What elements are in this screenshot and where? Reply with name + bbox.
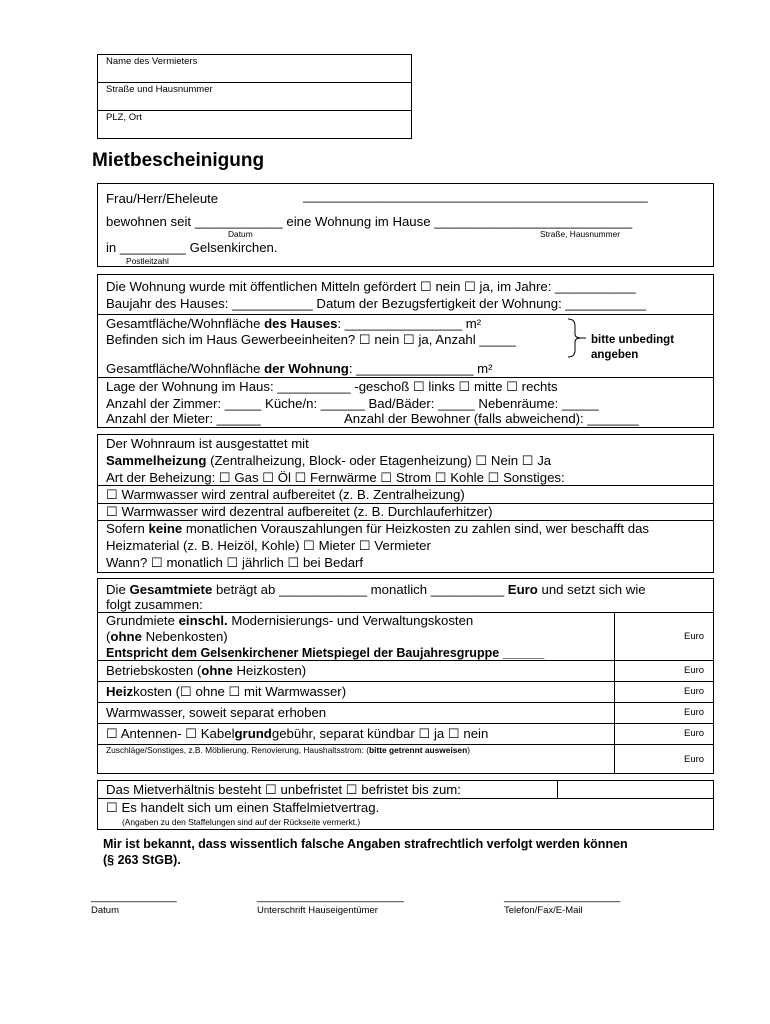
funding-line[interactable]: Die Wohnung wurde mit öffentlichen Mitteln gefördert ☐ nein ☐ ja, im Jahre: ___________: [106, 279, 636, 294]
apartment-area-line[interactable]: Gesamtfläche/Wohnfläche der Wohnung: ________________ m²: [106, 361, 493, 376]
owner-signature-line[interactable]: ________________________: [257, 891, 404, 903]
divider: [97, 702, 714, 703]
base-rent-euro[interactable]: Euro: [684, 631, 705, 642]
total-rent-line[interactable]: Die Gesamtmiete beträgt ab ____________ monatlich __________ Euro und setzt sich wie: [106, 582, 646, 597]
antenna-fee-euro[interactable]: Euro: [684, 728, 705, 739]
plz-hint: Postleitzahl: [126, 256, 169, 266]
note-unbedingt: bitte unbedingt: [591, 334, 675, 346]
heating-costs-label[interactable]: Heizkosten (☐ ohne ☐ mit Warmwasser): [106, 684, 347, 699]
location-line[interactable]: Lage der Wohnung im Haus: __________ -geschoß ☐ links ☐ mitte ☐ rechts: [106, 379, 558, 394]
divider: [97, 314, 714, 315]
central-heating-line[interactable]: Sammelheizung (Zentralheizung, Block- oder Etagenheizung) ☐ Nein ☐ Ja: [106, 453, 552, 468]
legal-warning-ref: (§ 263 StGB).: [103, 853, 181, 867]
operating-costs-euro[interactable]: Euro: [684, 665, 705, 676]
warmwater-costs-euro[interactable]: Euro: [684, 707, 705, 718]
contact-line[interactable]: ___________________: [504, 891, 621, 903]
rooms-line[interactable]: Anzahl der Zimmer: _____ Küche/n: ______ Bad/Bäder: _____ Nebenräume: _____: [106, 396, 599, 411]
landlord-name-field[interactable]: Name des Vermieters: [106, 56, 198, 67]
antenna-fee-line[interactable]: ☐ Antennen- ☐ Kabelgrundgebühr, separat kündbar ☐ ja ☐ nein: [106, 726, 489, 741]
base-rent-label: Grundmiete einschl. Modernisierungs- und Verwaltungskosten: [106, 613, 474, 628]
column-divider: [614, 612, 615, 774]
tenant-names-label: Frau/Herr/Eheleute: [106, 191, 219, 206]
supply-frequency-line[interactable]: Wann? ☐ monatlich ☐ jährlich ☐ bei Bedarf: [106, 555, 364, 570]
resident-count-field[interactable]: Anzahl der Bewohner (falls abweichend): _______: [344, 411, 639, 426]
brace-icon: [566, 318, 586, 358]
divider: [97, 723, 714, 724]
date-label: Datum: [91, 905, 119, 916]
heating-intro: Der Wohnraum ist ausgestattet mit: [106, 436, 309, 451]
datum-hint: Datum: [228, 229, 253, 239]
contact-label: Telefon/Fax/E-Mail: [504, 905, 583, 916]
strasse-hint: Straße, Hausnummer: [540, 229, 621, 239]
house-area-line[interactable]: Gesamtfläche/Wohnfläche des Hauses: ________________ m²: [106, 316, 482, 331]
legal-warning: Mir ist bekannt, dass wissentlich falsche Angaben strafrechtlich verfolgt werden können: [103, 837, 628, 851]
fuel-supplier-line[interactable]: Heizmaterial (z. B. Heizöl, Kohle) ☐ Mieter ☐ Vermieter: [106, 538, 431, 553]
tenant-city-line[interactable]: in _________ Gelsenkirchen.: [106, 240, 278, 255]
operating-costs-label: Betriebskosten (ohne Heizkosten): [106, 663, 307, 678]
surcharges-label: Zuschläge/Sonstiges, z.B. Möblierung, Renovierung, Haushaltsstrom: (bitte getrennt ausweisen): [106, 745, 471, 755]
owner-signature-label: Unterschrift Hauseigentümer: [257, 905, 378, 916]
note-angeben: angeben: [591, 349, 639, 361]
base-rent-note: (ohne Nebenkosten): [106, 629, 228, 644]
rent-index-line[interactable]: Entspricht dem Gelsenkirchener Mietspiegel der Baujahresgruppe ______: [106, 646, 545, 660]
heating-type-line[interactable]: Art der Beheizung: ☐ Gas ☐ Öl ☐ Fernwärme ☐ Strom ☐ Kohle ☐ Sonstiges:: [106, 470, 565, 485]
tenant-names-field[interactable]: _______________________________________________: [303, 188, 648, 203]
surcharges-euro[interactable]: Euro: [684, 754, 705, 765]
warmwater-decentral-checkbox[interactable]: ☐ Warmwasser wird dezentral aufbereitet (z. B. Durchlauferhitzer): [106, 504, 493, 519]
no-prepayment-line: Sofern keine monatlichen Vorauszahlungen für Heizkosten zu zahlen sind, wer beschafft das: [106, 521, 649, 536]
page-title: Mietbescheinigung: [92, 150, 265, 171]
commercial-units-line[interactable]: Befinden sich im Haus Gewerbeeinheiten? ☐ nein ☐ ja, Anzahl _____: [106, 332, 516, 347]
tenant-count-field[interactable]: Anzahl der Mieter: ______: [106, 411, 261, 426]
heating-costs-euro[interactable]: Euro: [684, 686, 705, 697]
divider: [97, 377, 714, 378]
date-signature-line[interactable]: ______________: [91, 891, 177, 903]
divider: [97, 82, 412, 83]
staggered-rent-note: (Angaben zu den Staffelungen sind auf der Rückseite vermerkt.): [122, 817, 361, 827]
contract-status-line[interactable]: Das Mietverhältnis besteht ☐ unbefristet ☐ befristet bis zum:: [106, 782, 461, 797]
divider: [97, 798, 714, 799]
landlord-city-field[interactable]: PLZ, Ort: [106, 112, 142, 123]
staggered-rent-checkbox[interactable]: ☐ Es handelt sich um einen Staffelmietvertrag.: [106, 800, 380, 815]
landlord-street-field[interactable]: Straße und Hausnummer: [106, 84, 213, 95]
warmwater-costs-label: Warmwasser, soweit separat erhoben: [106, 705, 327, 720]
column-divider: [557, 780, 558, 798]
divider: [97, 110, 412, 111]
baujahr-line[interactable]: Baujahr des Hauses: ___________ Datum der Bezugsfertigkeit der Wohnung: ___________: [106, 296, 647, 311]
divider: [97, 681, 714, 682]
total-rent-line2: folgt zusammen:: [106, 597, 203, 612]
tenant-since-line[interactable]: bewohnen seit ____________ eine Wohnung im Hause ___________________________: [106, 214, 633, 229]
warmwater-central-checkbox[interactable]: ☐ Warmwasser wird zentral aufbereitet (z. B. Zentralheizung): [106, 487, 465, 502]
